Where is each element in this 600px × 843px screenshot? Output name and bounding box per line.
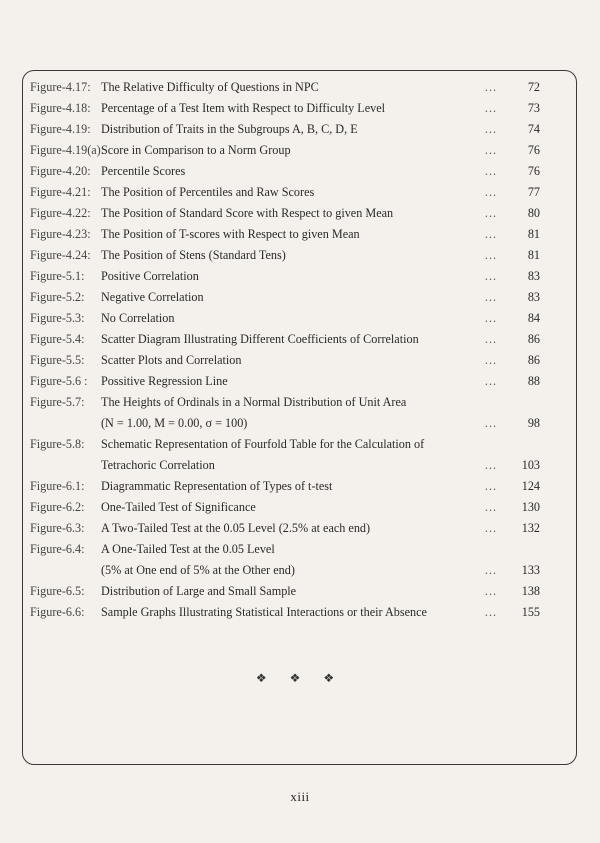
figure-title-line: Possitive Regression Line [101, 374, 228, 388]
figure-title-line: The Position of Standard Score with Respect to given Mean [101, 206, 394, 220]
figure-entry [30, 434, 540, 476]
figure-page-number: 76 [527, 143, 540, 157]
figure-page-number: 81 [527, 248, 540, 262]
figure-page-number: 83 [527, 269, 540, 283]
figure-title [101, 161, 466, 182]
figure-label: Figure-4.19: [30, 122, 91, 136]
figure-title-line: A One-Tailed Test at the 0.05 Level [101, 542, 275, 556]
figure-title-line: Distribution of Large and Small Sample [101, 584, 297, 598]
figure-title-line: Percentage of a Test Item with Respect to Difficulty Level [101, 101, 385, 115]
figure-entry [30, 224, 540, 245]
figure-entry [30, 77, 540, 98]
figure-title [101, 539, 466, 581]
figure-title-line: Schematic Representation of Fourfold Table for the Calculation of [101, 437, 425, 451]
figure-title-line: The Position of T-scores with Respect to given Mean [101, 227, 360, 241]
figure-page-number: 98 [527, 416, 540, 430]
figure-title [101, 203, 466, 224]
figure-label: Figure-6.2: [30, 500, 85, 514]
figure-page-number: 86 [527, 353, 540, 367]
leader-dots: ... [484, 143, 498, 157]
figure-page-number: 77 [527, 185, 540, 199]
figure-page-number: 74 [527, 122, 540, 136]
leader-dots: ... [484, 248, 498, 262]
figure-title-line: Distribution of Traits in the Subgroups A, B, C, D, E [101, 122, 358, 136]
figure-page-number: 76 [527, 164, 540, 178]
figure-page-number: 103 [521, 458, 540, 472]
figure-entry [30, 140, 540, 161]
figure-entry [30, 350, 540, 371]
figure-title-line: Scatter Diagram Illustrating Different Coefficients of Correlation [101, 332, 419, 346]
figure-title-line: Score in Comparison to a Norm Group [101, 143, 291, 157]
figure-entry [30, 182, 540, 203]
figure-title [101, 182, 466, 203]
figure-title-line: One-Tailed Test of Significance [101, 500, 256, 514]
figure-title-line: The Relative Difficulty of Questions in NPC [101, 80, 319, 94]
leader-dots: ... [484, 479, 498, 493]
figure-page-number: 124 [521, 479, 540, 493]
figure-label: Figure-4.20: [30, 164, 91, 178]
figure-entry [30, 203, 540, 224]
figure-title-line: Positive Correlation [101, 269, 199, 283]
figure-title-line: A Two-Tailed Test at the 0.05 Level (2.5% at each end) [101, 521, 371, 535]
figure-entry [30, 266, 540, 287]
figure-title [101, 350, 466, 371]
figure-entry [30, 308, 540, 329]
leader-dots: ... [484, 101, 498, 115]
figure-title [101, 98, 466, 119]
leader-dots: ... [484, 164, 498, 178]
figure-label: Figure-5.2: [30, 290, 85, 304]
figure-entry [30, 602, 540, 623]
figure-title-line: Negative Correlation [101, 290, 204, 304]
leader-dots: ... [484, 332, 498, 346]
figure-entry [30, 581, 540, 602]
page-number: xiii [290, 789, 310, 804]
figure-label: Figure-5.4: [30, 332, 85, 346]
figure-page-number: 84 [527, 311, 540, 325]
leader-dots: ... [484, 290, 498, 304]
leader-dots: ... [484, 416, 498, 430]
leader-dots: ... [484, 605, 498, 619]
figure-entry [30, 476, 540, 497]
figure-title-line: (N = 1.00, M = 0.00, σ = 100) [101, 416, 248, 430]
figure-title [101, 497, 466, 518]
leader-dots: ... [484, 353, 498, 367]
figure-page-number: 80 [527, 206, 540, 220]
figure-title [101, 392, 466, 434]
figure-label: Figure-4.22: [30, 206, 91, 220]
figure-entry [30, 497, 540, 518]
figure-title [101, 476, 466, 497]
figure-entry [30, 287, 540, 308]
figure-title-line: No Correlation [101, 311, 175, 325]
figure-title [101, 119, 466, 140]
figure-entry [30, 392, 540, 434]
figure-label: Figure-6.4: [30, 542, 85, 556]
figure-label: Figure-4.18: [30, 101, 91, 115]
figure-title [101, 140, 466, 161]
figure-entry [30, 245, 540, 266]
figure-title-line: (5% at One end of 5% at the Other end) [101, 563, 295, 577]
figure-title-line: Diagrammatic Representation of Types of t-test [101, 479, 333, 493]
leader-dots: ... [484, 563, 498, 577]
figure-page-number: 72 [527, 80, 540, 94]
leader-dots: ... [484, 206, 498, 220]
figure-entry [30, 518, 540, 539]
figure-page-number: 73 [527, 101, 540, 115]
figure-entry [30, 329, 540, 350]
figure-title [101, 518, 466, 539]
figure-page-number: 132 [521, 521, 540, 535]
leader-dots: ... [484, 521, 498, 535]
figure-page-number: 83 [527, 290, 540, 304]
leader-dots: ... [484, 458, 498, 472]
figure-title-line: Sample Graphs Illustrating Statistical Interactions or their Absence [101, 605, 427, 619]
figure-page-number: 130 [521, 500, 540, 514]
figure-title [101, 266, 466, 287]
figure-entry [30, 119, 540, 140]
figure-page-number: 81 [527, 227, 540, 241]
figure-page-number: 88 [527, 374, 540, 388]
figure-label: Figure-4.23: [30, 227, 91, 241]
figure-label: Figure-4.17: [30, 80, 91, 94]
figure-title [101, 329, 466, 350]
figure-entry [30, 371, 540, 392]
figure-label: Figure-4.24: [30, 248, 91, 262]
figure-title [101, 581, 466, 602]
leader-dots: ... [484, 269, 498, 283]
figure-title-line: The Position of Percentiles and Raw Scores [101, 185, 315, 199]
figure-label: Figure-5.6 : [30, 374, 88, 388]
figure-title [101, 434, 466, 476]
figure-page-number: 133 [521, 563, 540, 577]
figure-entry [30, 98, 540, 119]
figure-entry [30, 161, 540, 182]
figure-title [101, 224, 466, 245]
ornament-divider: ❖ ❖ ❖ [255, 671, 345, 685]
figure-title [101, 287, 466, 308]
figure-title-line: The Heights of Ordinals in a Normal Distribution of Unit Area [101, 395, 407, 409]
figure-label: Figure-6.6: [30, 605, 85, 619]
figure-title-line: The Position of Stens (Standard Tens) [101, 248, 286, 262]
leader-dots: ... [484, 80, 498, 94]
figure-title-line: Percentile Scores [101, 164, 186, 178]
figure-label: Figure-5.3: [30, 311, 85, 325]
figure-title-line: Scatter Plots and Correlation [101, 353, 242, 367]
figure-page-number: 155 [521, 605, 540, 619]
figure-title [101, 308, 466, 329]
leader-dots: ... [484, 227, 498, 241]
figure-label: Figure-4.21: [30, 185, 91, 199]
leader-dots: ... [484, 122, 498, 136]
figure-label: Figure-6.5: [30, 584, 85, 598]
figure-label: Figure-4.19(a): [30, 143, 105, 157]
list-of-figures [30, 77, 540, 623]
figure-page-number: 138 [521, 584, 540, 598]
figure-label: Figure-6.3: [30, 521, 85, 535]
figure-page-number: 86 [527, 332, 540, 346]
figure-title [101, 77, 466, 98]
figure-label: Figure-5.7: [30, 395, 85, 409]
leader-dots: ... [484, 185, 498, 199]
figure-entry [30, 539, 540, 581]
figure-label: Figure-5.1: [30, 269, 85, 283]
leader-dots: ... [484, 500, 498, 514]
figure-label: Figure-5.8: [30, 437, 85, 451]
figure-label: Figure-6.1: [30, 479, 85, 493]
leader-dots: ... [484, 374, 498, 388]
leader-dots: ... [484, 584, 498, 598]
leader-dots: ... [484, 311, 498, 325]
figure-title [101, 371, 466, 392]
figure-label: Figure-5.5: [30, 353, 85, 367]
figure-title [101, 245, 466, 266]
figure-title [101, 602, 466, 623]
figure-title-line: Tetrachoric Correlation [101, 458, 215, 472]
